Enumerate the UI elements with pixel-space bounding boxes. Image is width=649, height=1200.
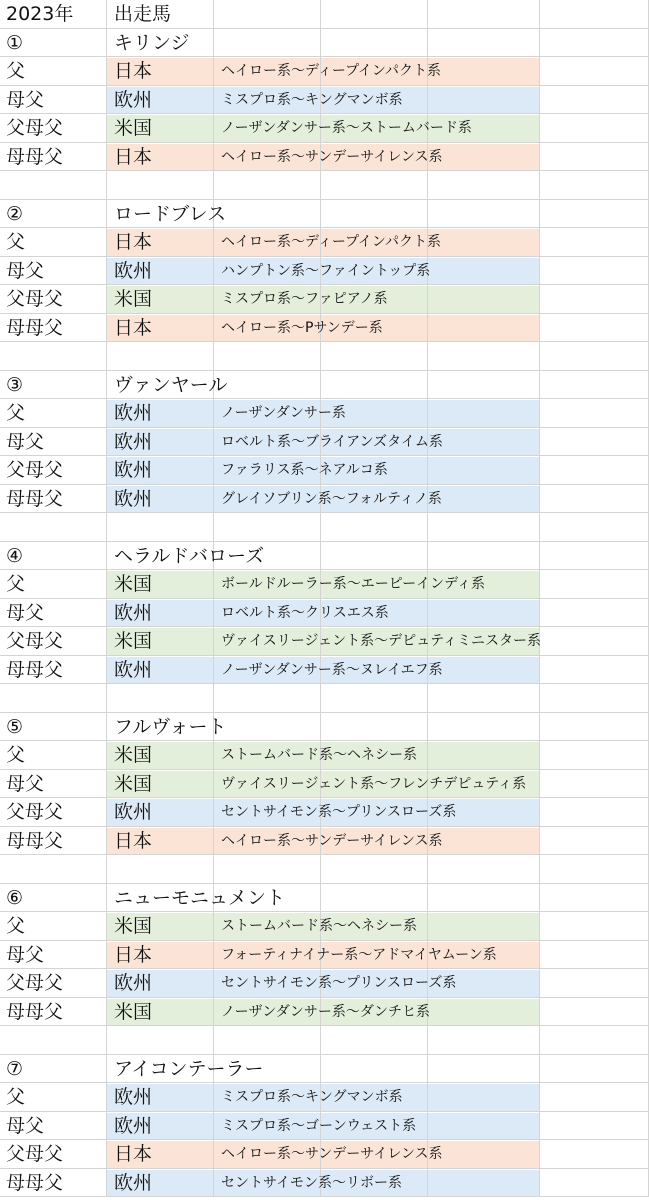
horse-title-row	[0, 200, 649, 229]
grid-cell[interactable]	[428, 855, 540, 884]
grid-cell[interactable]	[540, 941, 649, 970]
pedigree-role: 母母父	[6, 145, 64, 168]
sire-line: ノーザンダンサー系	[221, 405, 346, 421]
pedigree-row	[0, 1169, 649, 1198]
grid-cell[interactable]	[428, 485, 540, 514]
pedigree-role: 父	[6, 60, 26, 82]
region-label: 米国	[114, 288, 153, 310]
grid-cell[interactable]	[214, 342, 321, 371]
grid-cell[interactable]	[214, 371, 321, 400]
grid-cell[interactable]	[428, 428, 540, 457]
pedigree-row	[0, 599, 649, 628]
grid-cell[interactable]	[540, 0, 649, 29]
grid-cell[interactable]	[0, 1026, 107, 1055]
sire-line: ノーザンダンサー系～ヌレイエフ系	[221, 661, 443, 678]
horse-name: アイコンテーラー	[114, 1057, 264, 1080]
grid-cell[interactable]	[428, 342, 540, 371]
sire-line: ヴァイスリージェント系～デピュティミニスター系	[221, 633, 542, 649]
sire-line: ミスプロ系～ファピアノ系	[221, 291, 388, 307]
grid-cell[interactable]	[321, 713, 428, 742]
grid-cell[interactable]	[540, 29, 649, 58]
grid-cell[interactable]	[428, 741, 540, 770]
grid-cell[interactable]	[540, 485, 649, 514]
region-label: 米国	[114, 573, 153, 595]
column-title: 出走馬	[114, 3, 172, 25]
region-label: 欧州	[114, 88, 153, 111]
pedigree-role: 母父	[6, 1114, 45, 1137]
pedigree-row	[0, 456, 649, 485]
grid-cell[interactable]	[540, 855, 649, 884]
horse-number: ⑦	[6, 1057, 24, 1080]
grid-cell[interactable]	[214, 200, 321, 229]
grid-cell[interactable]	[214, 513, 321, 542]
grid-cell[interactable]	[540, 798, 649, 827]
sire-line: ハンプトン系～ファイントップ系	[221, 262, 431, 279]
grid-cell[interactable]	[214, 29, 321, 58]
pedigree-row	[0, 1083, 649, 1112]
grid-cell[interactable]	[540, 114, 649, 143]
grid-cell[interactable]	[214, 713, 321, 742]
grid-cell[interactable]	[107, 855, 214, 884]
pedigree-role: 母母父	[6, 316, 64, 339]
region-label: 欧州	[114, 658, 153, 681]
grid-cell[interactable]	[428, 1055, 540, 1084]
grid-cell[interactable]	[540, 656, 649, 685]
grid-cell[interactable]	[214, 171, 321, 200]
grid-cell[interactable]	[540, 1026, 649, 1055]
grid-cell[interactable]	[540, 143, 649, 172]
pedigree-row	[0, 314, 649, 343]
pedigree-row	[0, 57, 649, 86]
pedigree-role: 母父	[6, 601, 45, 624]
pedigree-role: 母父	[6, 88, 45, 111]
grid-cell[interactable]	[428, 1169, 540, 1198]
grid-cell[interactable]	[107, 171, 214, 200]
grid-cell[interactable]	[321, 171, 428, 200]
grid-cell[interactable]	[321, 684, 428, 713]
region-label: 日本	[114, 829, 153, 852]
grid-cell[interactable]	[428, 1083, 540, 1112]
region-label: 欧州	[114, 259, 153, 282]
grid-cell[interactable]	[107, 513, 214, 542]
region-label: 欧州	[114, 801, 153, 823]
sire-line: ミスプロ系～キングマンボ系	[221, 91, 403, 108]
grid-cell[interactable]	[540, 399, 649, 428]
spacer-row	[0, 171, 649, 200]
grid-cell[interactable]	[107, 342, 214, 371]
grid-cell[interactable]	[540, 1169, 649, 1198]
sire-line: ヘイロー系～サンデーサイレンス系	[221, 1146, 443, 1162]
pedigree-role: 母父	[6, 259, 45, 282]
region-label: 日本	[114, 316, 153, 339]
grid-cell[interactable]	[321, 542, 428, 571]
pedigree-role: 父母父	[6, 630, 64, 652]
pedigree-row	[0, 428, 649, 457]
grid-cell[interactable]	[107, 684, 214, 713]
sire-line: ヘイロー系～Pサンデー系	[221, 319, 383, 336]
grid-cell[interactable]	[428, 228, 540, 257]
region-label: 米国	[114, 630, 153, 652]
pedigree-row	[0, 143, 649, 172]
grid-cell[interactable]	[428, 456, 540, 485]
region-label: 欧州	[114, 1114, 153, 1137]
pedigree-role: 父母父	[6, 288, 64, 310]
grid-cell[interactable]	[428, 542, 540, 571]
grid-cell[interactable]	[428, 29, 540, 58]
grid-cell[interactable]	[428, 285, 540, 314]
pedigree-row	[0, 827, 649, 856]
grid-cell[interactable]	[0, 342, 107, 371]
sire-line: ヘイロー系～サンデーサイレンス系	[221, 832, 443, 849]
horse-name: フルヴォート	[114, 715, 227, 738]
horse-title-row	[0, 884, 649, 913]
sire-line: ミスプロ系～キングマンボ系	[221, 1089, 403, 1105]
grid-cell[interactable]	[428, 1026, 540, 1055]
grid-cell[interactable]	[321, 855, 428, 884]
grid-cell[interactable]	[428, 1112, 540, 1141]
grid-cell[interactable]	[540, 428, 649, 457]
grid-cell[interactable]	[540, 599, 649, 628]
pedigree-role: 母母父	[6, 1171, 64, 1194]
grid-cell[interactable]	[214, 684, 321, 713]
sire-line: セントサイモン系～プリンスローズ系	[221, 975, 457, 991]
grid-cell[interactable]	[428, 1140, 540, 1169]
region-label: 日本	[114, 60, 153, 82]
pedigree-row	[0, 741, 649, 770]
region-label: 日本	[114, 145, 153, 168]
pedigree-row	[0, 912, 649, 941]
grid-cell[interactable]	[321, 200, 428, 229]
pedigree-role: 父母父	[6, 801, 64, 823]
sire-line: ノーザンダンサー系～ストームバード系	[221, 120, 472, 136]
pedigree-row	[0, 770, 649, 799]
horse-title-row	[0, 542, 649, 571]
horse-name: キリンジ	[114, 31, 190, 54]
year-label: 2023年	[6, 3, 74, 25]
grid-cell[interactable]	[540, 542, 649, 571]
pedigree-row	[0, 656, 649, 685]
grid-cell[interactable]	[540, 998, 649, 1027]
horse-title-row	[0, 29, 649, 58]
grid-cell[interactable]	[321, 1026, 428, 1055]
pedigree-role: 父	[6, 573, 26, 595]
sire-line: ロベルト系～クリスエス系	[221, 604, 389, 621]
grid-cell[interactable]	[428, 86, 540, 115]
sire-line: ミスプロ系～ゴーンウェスト系	[221, 1117, 417, 1134]
grid-cell[interactable]	[0, 171, 107, 200]
region-label: 米国	[114, 744, 153, 766]
grid-cell[interactable]	[540, 57, 649, 86]
grid-cell[interactable]	[321, 1055, 428, 1084]
sire-line: ヴァイスリージェント系～フレンチデピュティ系	[221, 775, 527, 792]
region-label: 欧州	[114, 430, 153, 453]
grid-cell[interactable]	[540, 86, 649, 115]
sire-line: ヘイロー系～ディープインパクト系	[221, 234, 441, 250]
grid-cell[interactable]	[428, 513, 540, 542]
sire-line: ヘイロー系～サンデーサイレンス系	[221, 148, 443, 165]
region-label: 米国	[114, 915, 153, 937]
grid-cell[interactable]	[540, 200, 649, 229]
horse-name: ロードブレス	[114, 202, 227, 225]
horse-number: ⑥	[6, 886, 24, 909]
grid-cell[interactable]	[428, 998, 540, 1027]
region-label: 米国	[114, 772, 153, 795]
pedigree-row	[0, 969, 649, 998]
region-label: 日本	[114, 943, 153, 966]
pedigree-role: 母父	[6, 772, 45, 795]
pedigree-row	[0, 86, 649, 115]
grid-cell[interactable]	[0, 855, 107, 884]
pedigree-row	[0, 798, 649, 827]
pedigree-row	[0, 228, 649, 257]
sire-line: ヘイロー系～ディープインパクト系	[221, 63, 441, 79]
grid-cell[interactable]	[540, 770, 649, 799]
horse-name: ヴァンヤール	[114, 373, 228, 396]
grid-cell[interactable]	[428, 371, 540, 400]
grid-cell[interactable]	[428, 200, 540, 229]
pedigree-role: 父母父	[6, 117, 64, 139]
pedigree-row	[0, 998, 649, 1027]
pedigree-row	[0, 941, 649, 970]
sire-line: ノーザンダンサー系～ダンチヒ系	[221, 1003, 431, 1020]
grid-cell[interactable]	[540, 1055, 649, 1084]
grid-cell[interactable]	[214, 855, 321, 884]
spacer-row	[0, 855, 649, 884]
sire-line: セントサイモン系～プリンスローズ系	[221, 804, 457, 820]
pedigree-role: 父	[6, 1086, 26, 1108]
pedigree-row	[0, 285, 649, 314]
grid-cell[interactable]	[540, 827, 649, 856]
grid-cell[interactable]	[540, 1083, 649, 1112]
horse-title-row	[0, 1055, 649, 1084]
grid-cell[interactable]	[428, 912, 540, 941]
horse-number: ②	[6, 202, 24, 225]
grid-cell[interactable]	[428, 399, 540, 428]
grid-cell[interactable]	[428, 57, 540, 86]
pedigree-row	[0, 570, 649, 599]
region-label: 米国	[114, 1000, 153, 1023]
grid-cell[interactable]	[540, 884, 649, 913]
grid-cell[interactable]	[540, 228, 649, 257]
spacer-row	[0, 342, 649, 371]
grid-cell[interactable]	[540, 1112, 649, 1141]
pedigree-role: 母母父	[6, 658, 64, 681]
spacer-row	[0, 1026, 649, 1055]
pedigree-role: 父	[6, 915, 26, 937]
grid-cell[interactable]	[540, 257, 649, 286]
sire-line: フォーティナイナー系～アドマイヤムーン系	[221, 946, 497, 963]
pedigree-role: 父	[6, 231, 26, 253]
grid-cell[interactable]	[321, 342, 428, 371]
grid-cell[interactable]	[428, 713, 540, 742]
grid-cell[interactable]	[428, 314, 540, 343]
spacer-row	[0, 513, 649, 542]
grid-cell[interactable]	[214, 1026, 321, 1055]
pedigree-row	[0, 627, 649, 656]
region-label: 欧州	[114, 972, 153, 994]
grid-cell[interactable]	[428, 599, 540, 628]
grid-cell[interactable]	[321, 884, 428, 913]
grid-cell[interactable]	[214, 0, 321, 29]
grid-cell[interactable]	[540, 285, 649, 314]
pedigree-role: 母父	[6, 430, 45, 453]
grid-cell[interactable]	[321, 513, 428, 542]
region-label: 欧州	[114, 601, 153, 624]
pedigree-role: 父	[6, 744, 26, 766]
region-label: 米国	[114, 117, 153, 139]
horse-number: ③	[6, 373, 24, 396]
sire-line: ストームバード系～ヘネシー系	[221, 747, 417, 763]
sire-line: ファラリス系～ネアルコ系	[221, 462, 388, 478]
pedigree-role: 父	[6, 402, 26, 424]
sire-line: ロベルト系～ブライアンズタイム系	[221, 433, 443, 450]
grid-cell[interactable]	[540, 713, 649, 742]
grid-cell[interactable]	[428, 143, 540, 172]
pedigree-role: 母母父	[6, 487, 64, 510]
grid-cell[interactable]	[540, 314, 649, 343]
grid-cell[interactable]	[540, 741, 649, 770]
horse-title-row	[0, 371, 649, 400]
grid-cell[interactable]	[0, 513, 107, 542]
pedigree-row	[0, 485, 649, 514]
pedigree-row	[0, 114, 649, 143]
pedigree-role: 父母父	[6, 972, 64, 994]
grid-cell[interactable]	[321, 371, 428, 400]
sire-line: ストームバード系～ヘネシー系	[221, 918, 417, 934]
grid-cell[interactable]	[540, 342, 649, 371]
grid-cell[interactable]	[540, 912, 649, 941]
grid-cell[interactable]	[428, 884, 540, 913]
horse-name: ヘラルドバローズ	[114, 544, 265, 567]
grid-cell[interactable]	[428, 656, 540, 685]
pedigree-row	[0, 1112, 649, 1141]
spacer-row	[0, 684, 649, 713]
horse-number: ①	[6, 31, 24, 54]
pedigree-role: 父母父	[6, 459, 64, 481]
horse-name: ニューモニュメント	[114, 886, 286, 909]
sire-line: セントサイモン系～リボー系	[221, 1174, 403, 1191]
pedigree-role: 母父	[6, 943, 45, 966]
grid-cell[interactable]	[540, 969, 649, 998]
grid-cell[interactable]	[540, 371, 649, 400]
pedigree-row	[0, 1140, 649, 1169]
grid-cell[interactable]	[428, 0, 540, 29]
grid-cell[interactable]	[540, 456, 649, 485]
sire-line: グレイソブリン系～フォルティノ系	[221, 490, 442, 507]
grid-cell[interactable]	[540, 171, 649, 200]
grid-cell[interactable]	[540, 513, 649, 542]
grid-cell[interactable]	[540, 570, 649, 599]
grid-cell[interactable]	[540, 627, 649, 656]
grid-cell[interactable]	[0, 684, 107, 713]
header-row	[0, 0, 649, 29]
horse-title-row	[0, 713, 649, 742]
region-label: 日本	[114, 231, 153, 253]
grid-cell[interactable]	[540, 1140, 649, 1169]
horse-number: ⑤	[6, 715, 24, 738]
pedigree-role: 父母父	[6, 1143, 64, 1165]
grid-cell[interactable]	[540, 684, 649, 713]
pedigree-role: 母母父	[6, 1000, 64, 1023]
grid-cell[interactable]	[428, 684, 540, 713]
region-label: 日本	[114, 1143, 153, 1165]
region-label: 欧州	[114, 402, 153, 424]
grid-cell[interactable]	[428, 257, 540, 286]
grid-cell[interactable]	[321, 0, 428, 29]
sire-line: ボールドルーラー系～エーピーインディ系	[221, 576, 486, 592]
grid-cell[interactable]	[428, 827, 540, 856]
region-label: 欧州	[114, 487, 153, 510]
horse-number: ④	[6, 544, 24, 567]
pedigree-row	[0, 257, 649, 286]
grid-cell[interactable]	[321, 29, 428, 58]
pedigree-row	[0, 399, 649, 428]
region-label: 欧州	[114, 1171, 153, 1194]
pedigree-role: 母母父	[6, 829, 64, 852]
region-label: 欧州	[114, 459, 153, 481]
grid-cell[interactable]	[107, 1026, 214, 1055]
grid-cell[interactable]	[428, 171, 540, 200]
region-label: 欧州	[114, 1086, 153, 1108]
